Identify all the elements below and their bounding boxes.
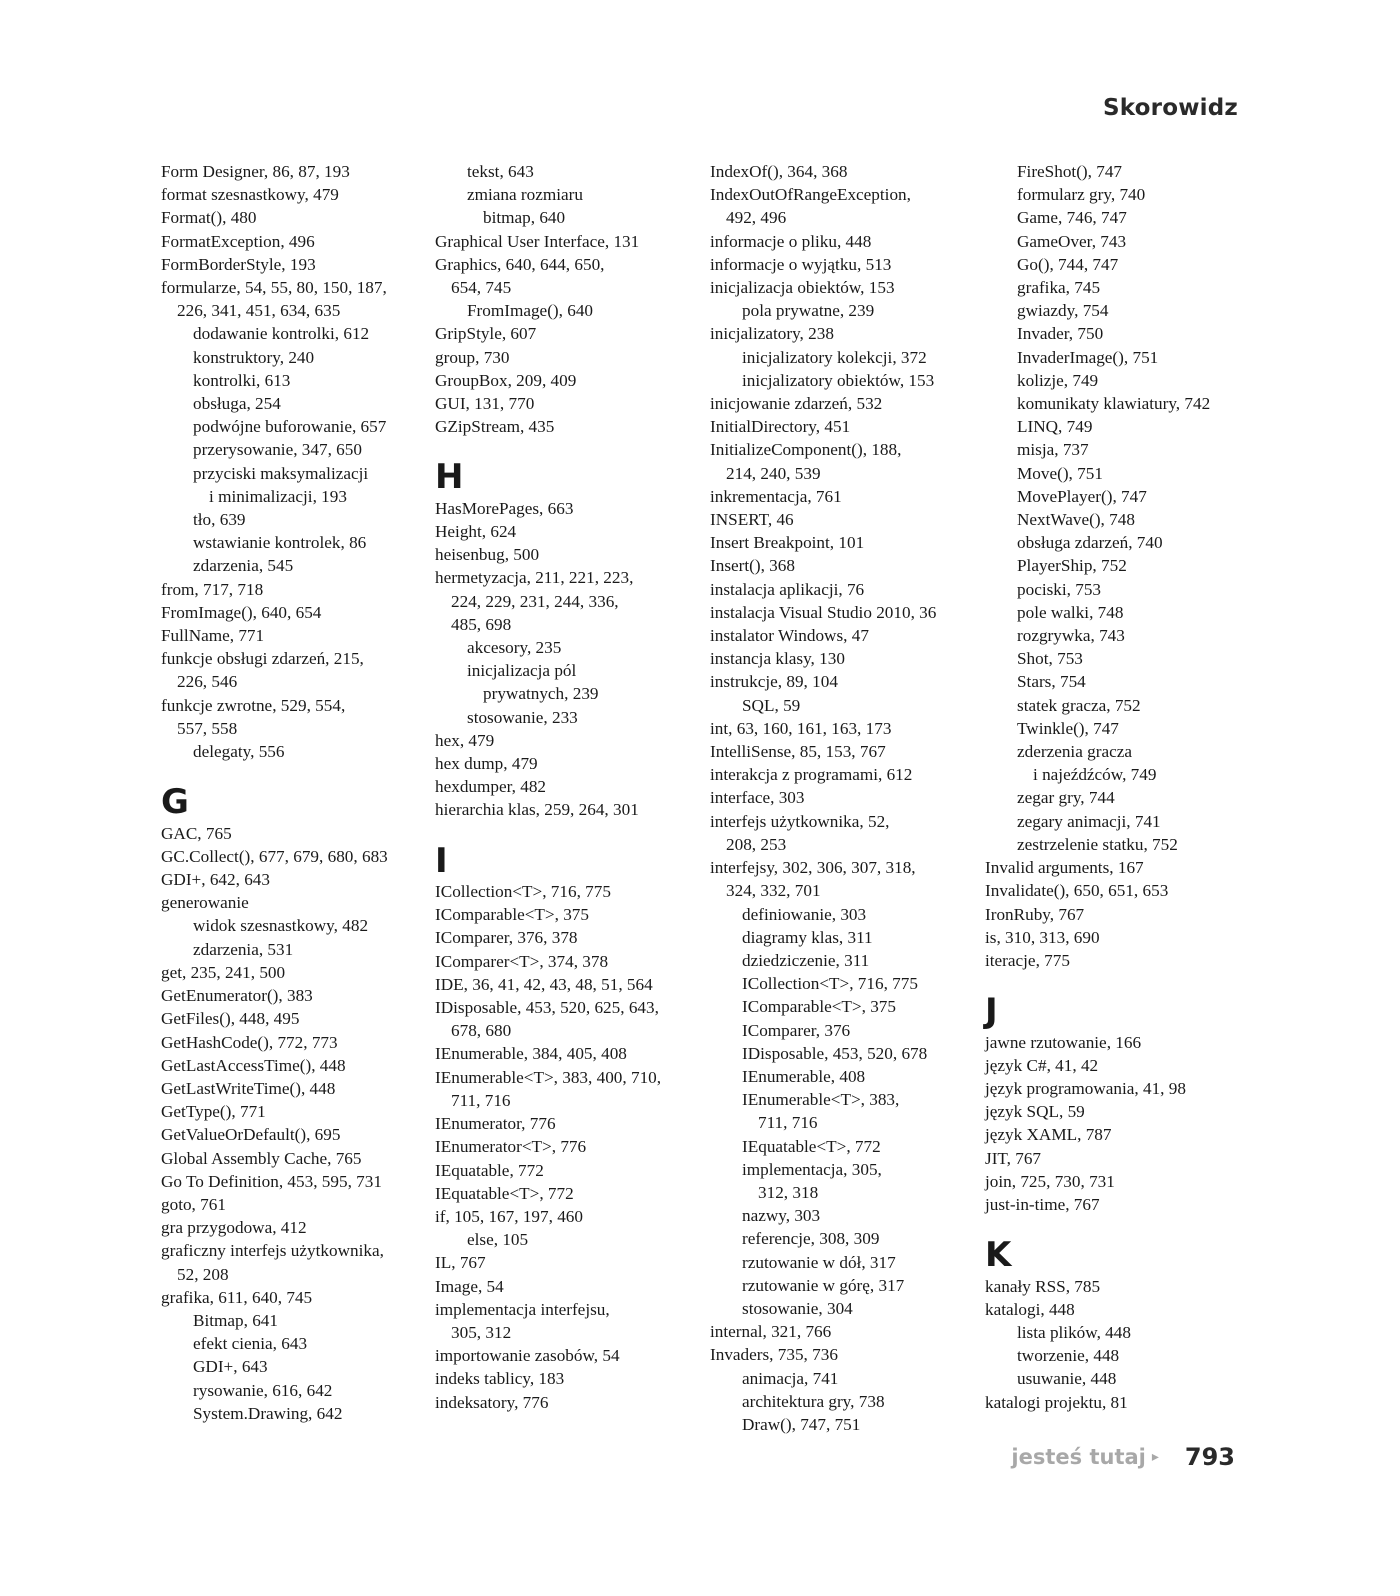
index-entry: GC.Collect(), 677, 679, 680, 683 — [161, 846, 388, 866]
index-entry: GetType(), 771 — [161, 1102, 266, 1122]
index-entry: 226, 341, 451, 634, 635 — [177, 301, 341, 321]
index-entry: GetEnumerator(), 383 — [161, 986, 313, 1006]
index-subentry: rysowanie, 616, 642 — [193, 1380, 333, 1400]
index-entry: Invalid arguments, 167 — [985, 858, 1144, 878]
index-subentry: implementacja, 305, — [742, 1159, 882, 1179]
index-entry: 226, 546 — [177, 672, 238, 692]
index-subentry: statek gracza, 752 — [1017, 695, 1141, 715]
index-subentry: zdarzenia, 545 — [193, 556, 294, 576]
index-entry: GripStyle, 607 — [435, 324, 537, 344]
index-entry: hierarchia klas, 259, 264, 301 — [435, 800, 639, 820]
index-subentry: wstawianie kontrolek, 86 — [193, 533, 367, 553]
index-column-3 — [710, 160, 990, 1436]
index-entry: hexdumper, 482 — [435, 777, 547, 797]
index-entry: goto, 761 — [161, 1194, 226, 1214]
index-entry: GetLastWriteTime(), 448 — [161, 1078, 336, 1098]
index-subentry: tworzenie, 448 — [1017, 1346, 1120, 1366]
index-entry: interface, 303 — [710, 788, 805, 808]
index-subentry: pole walki, 748 — [1017, 602, 1124, 622]
index-entry: IEquatable, 772 — [435, 1160, 544, 1180]
index-entry: indeks tablicy, 183 — [435, 1369, 565, 1389]
index-letter-heading: G — [161, 782, 189, 823]
index-entry: join, 725, 730, 731 — [985, 1171, 1115, 1191]
index-subentry: Draw(), 747, 751 — [742, 1414, 861, 1434]
index-entry: GZipStream, 435 — [435, 417, 555, 437]
index-subentry: i najeźdźców, 749 — [1033, 765, 1157, 785]
index-entry: IDisposable, 453, 520, 625, 643, — [435, 998, 659, 1018]
index-subentry: Move(), 751 — [1017, 463, 1103, 483]
index-entry: IEnumerable<T>, 383, 400, 710, — [435, 1067, 662, 1087]
index-entry: IndexOf(), 364, 368 — [710, 162, 848, 181]
index-subentry: widok szesnastkowy, 482 — [193, 916, 369, 936]
index-entry: interakcja z programami, 612 — [710, 765, 913, 785]
index-subentry: IComparer, 376 — [742, 1020, 851, 1040]
index-entry: instalator Windows, 47 — [710, 626, 869, 646]
index-subentry: stosowanie, 304 — [742, 1298, 853, 1318]
index-subentry: inicjalizacja pól — [467, 661, 577, 681]
index-entry: GAC, 765 — [161, 823, 232, 843]
index-subentry: inicjalizatory kolekcji, 372 — [742, 347, 927, 367]
index-entry: Insert Breakpoint, 101 — [710, 533, 865, 553]
index-column-4 — [985, 160, 1265, 1414]
index-entry: 214, 240, 539 — [726, 463, 821, 483]
index-entry: GetValueOrDefault(), 695 — [161, 1125, 341, 1145]
index-subentry: System.Drawing, 642 — [193, 1403, 343, 1423]
index-subentry: Go(), 744, 747 — [1017, 254, 1119, 274]
index-entry: IComparable<T>, 375 — [435, 905, 589, 925]
index-entry: IComparer<T>, 374, 378 — [435, 951, 609, 971]
index-entry: Form Designer, 86, 87, 193 — [161, 162, 350, 181]
index-entry: Go To Definition, 453, 595, 731 — [161, 1171, 382, 1191]
index-subentry: zderzenia gracza — [1017, 742, 1132, 762]
index-entry: GUI, 131, 770 — [435, 394, 535, 414]
index-entry: FormBorderStyle, 193 — [161, 254, 316, 274]
index-entry: inicjowanie zdarzeń, 532 — [710, 394, 883, 414]
index-subentry: LINQ, 749 — [1017, 417, 1093, 437]
index-entry: Insert(), 368 — [710, 556, 795, 576]
index-subentry: prywatnych, 239 — [483, 684, 599, 704]
index-subentry: lista plików, 448 — [1017, 1322, 1131, 1342]
index-subentry: grafika, 745 — [1017, 278, 1101, 298]
index-entry: is, 310, 313, 690 — [985, 927, 1100, 947]
index-entry: GetFiles(), 448, 495 — [161, 1009, 300, 1029]
index-entry: GroupBox, 209, 409 — [435, 370, 577, 390]
index-subentry: Invader, 750 — [1017, 324, 1104, 344]
index-subentry: Shot, 753 — [1017, 649, 1083, 669]
index-subentry: nazwy, 303 — [742, 1206, 821, 1226]
index-entry: 678, 680 — [451, 1021, 512, 1041]
section-title: Skorowidz — [1103, 95, 1238, 121]
index-subentry: kolizje, 749 — [1017, 370, 1099, 390]
index-subentry: FromImage(), 640 — [467, 301, 594, 321]
index-subentry: GameOver, 743 — [1017, 231, 1127, 251]
index-entry: Invaders, 735, 736 — [710, 1345, 838, 1365]
index-entry: iteracje, 775 — [985, 950, 1070, 970]
index-entry: hex, 479 — [435, 730, 495, 750]
index-entry: formularze, 54, 55, 80, 150, 187, — [161, 278, 387, 298]
index-subentry: gwiazdy, 754 — [1017, 301, 1109, 321]
index-column-2 — [435, 160, 715, 1414]
index-subentry: zdarzenia, 531 — [193, 939, 294, 959]
index-entry: Graphics, 640, 644, 650, — [435, 254, 605, 274]
index-entry: internal, 321, 766 — [710, 1322, 832, 1342]
index-entry: GetHashCode(), 772, 773 — [161, 1032, 338, 1052]
index-subentry: akcesory, 235 — [467, 638, 562, 658]
index-subentry: dziedziczenie, 311 — [742, 950, 870, 970]
index-letter-heading: H — [435, 457, 464, 498]
index-entry: informacje o wyjątku, 513 — [710, 254, 892, 274]
index-entry: FormatException, 496 — [161, 231, 315, 251]
index-letter-heading: K — [985, 1235, 1012, 1276]
index-entry: 305, 312 — [451, 1322, 512, 1342]
index-letter-heading: J — [985, 991, 998, 1032]
index-entry: 52, 208 — [177, 1264, 229, 1284]
index-subentry: podwójne buforowanie, 657 — [193, 417, 387, 437]
index-entry: język SQL, 59 — [985, 1102, 1085, 1122]
index-subentry: else, 105 — [467, 1230, 529, 1250]
index-subentry: zestrzelenie statku, 752 — [1017, 834, 1178, 854]
index-subentry: GDI+, 643 — [193, 1357, 268, 1377]
index-subentry: przerysowanie, 347, 650 — [193, 440, 362, 460]
index-entry: instalacja aplikacji, 76 — [710, 579, 865, 599]
index-entry: funkcje obsługi zdarzeń, 215, — [161, 649, 364, 669]
index-entry: importowanie zasobów, 54 — [435, 1346, 620, 1366]
index-entry: gra przygodowa, 412 — [161, 1218, 307, 1238]
index-entry: język XAML, 787 — [985, 1125, 1112, 1145]
index-entry: interfejsy, 302, 306, 307, 318, — [710, 858, 916, 878]
index-entry: IEnumerable, 384, 405, 408 — [435, 1044, 627, 1064]
index-letter-heading: I — [435, 840, 448, 881]
index-entry: just-in-time, 767 — [985, 1194, 1100, 1214]
index-entry: ICollection<T>, 716, 775 — [435, 882, 611, 902]
index-subentry: IComparable<T>, 375 — [742, 997, 896, 1017]
index-entry: Graphical User Interface, 131 — [435, 231, 640, 251]
index-entry: IComparer, 376, 378 — [435, 928, 578, 948]
index-entry: inicjalizatory, 238 — [710, 324, 834, 344]
index-entry: grafika, 611, 640, 745 — [161, 1287, 313, 1307]
index-entry: InitialDirectory, 451 — [710, 417, 851, 437]
index-entry: inkrementacja, 761 — [710, 486, 842, 506]
index-entry: Image, 54 — [435, 1276, 504, 1296]
index-subentry: Twinkle(), 747 — [1017, 718, 1119, 738]
index-entry: IronRuby, 767 — [985, 904, 1085, 924]
page-number: 793 — [1184, 1443, 1235, 1471]
index-entry: inicjalizacja obiektów, 153 — [710, 278, 895, 298]
page-footer — [1011, 1443, 1235, 1471]
index-entry: 654, 745 — [451, 278, 512, 298]
index-subentry: IEnumerable<T>, 383, — [742, 1090, 900, 1110]
index-subentry: zegar gry, 744 — [1017, 788, 1115, 808]
index-entry: jawne rzutowanie, 166 — [985, 1032, 1142, 1052]
index-entry: instancja klasy, 130 — [710, 649, 845, 669]
index-entry: int, 63, 160, 161, 163, 173 — [710, 718, 892, 738]
index-subentry: rzutowanie w górę, 317 — [742, 1275, 905, 1295]
index-column-1 — [161, 160, 441, 1425]
index-subentry: ICollection<T>, 716, 775 — [742, 974, 918, 994]
index-subentry: IDisposable, 453, 520, 678 — [742, 1043, 928, 1063]
index-subentry: efekt cienia, 643 — [193, 1334, 308, 1354]
index-entry: group, 730 — [435, 347, 510, 367]
index-entry: indeksatory, 776 — [435, 1392, 549, 1412]
index-subentry: formularz gry, 740 — [1017, 185, 1146, 205]
index-entry: język programowania, 41, 98 — [985, 1078, 1186, 1098]
index-subentry: dodawanie kontrolki, 612 — [193, 324, 370, 344]
index-entry: IntelliSense, 85, 153, 767 — [710, 742, 886, 762]
index-entry: 485, 698 — [451, 614, 512, 634]
index-subentry: usuwanie, 448 — [1017, 1369, 1117, 1389]
index-subentry: komunikaty klawiatury, 742 — [1017, 394, 1211, 414]
index-subentry: pociski, 753 — [1017, 579, 1102, 599]
index-entry: instalacja Visual Studio 2010, 36 — [710, 602, 937, 622]
index-entry: IEnumerator, 776 — [435, 1114, 556, 1134]
index-entry: Height, 624 — [435, 522, 517, 542]
index-entry: heisenbug, 500 — [435, 545, 540, 565]
index-entry: IndexOutOfRangeException, — [710, 185, 911, 205]
index-subentry: architektura gry, 738 — [742, 1391, 885, 1411]
index-entry: JIT, 767 — [985, 1148, 1042, 1168]
index-entry: HasMorePages, 663 — [435, 498, 574, 518]
index-entry: hermetyzacja, 211, 221, 223, — [435, 568, 634, 588]
index-entry: interfejs użytkownika, 52, — [710, 811, 890, 831]
index-subentry: obsługa zdarzeń, 740 — [1017, 533, 1163, 553]
index-subentry: InvaderImage(), 751 — [1017, 347, 1159, 367]
index-entry: if, 105, 167, 197, 460 — [435, 1206, 583, 1226]
index-subentry: kontrolki, 613 — [193, 370, 291, 390]
index-subentry: definiowanie, 303 — [742, 904, 867, 924]
index-subentry: NextWave(), 748 — [1017, 510, 1135, 530]
index-entry: funkcje zwrotne, 529, 554, — [161, 695, 346, 715]
index-entry: Invalidate(), 650, 651, 653 — [985, 881, 1169, 901]
index-subentry: referencje, 308, 309 — [742, 1229, 880, 1249]
index-entry: 492, 496 — [726, 208, 787, 228]
index-entry: InitializeComponent(), 188, — [710, 440, 902, 460]
index-entry: IEquatable<T>, 772 — [435, 1183, 574, 1203]
index-entry: kanały RSS, 785 — [985, 1276, 1101, 1296]
index-subentry: IEquatable<T>, 772 — [742, 1136, 881, 1156]
index-entry: informacje o pliku, 448 — [710, 231, 872, 251]
index-entry: Format(), 480 — [161, 208, 257, 228]
index-subentry: delegaty, 556 — [193, 742, 285, 762]
index-subentry: PlayerShip, 752 — [1017, 556, 1127, 576]
arrow-right-icon: ▸ — [1151, 1449, 1159, 1465]
index-entry: FromImage(), 640, 654 — [161, 602, 322, 622]
index-entry: 711, 716 — [451, 1090, 511, 1110]
index-entry: katalogi, 448 — [985, 1299, 1075, 1319]
index-entry: FullName, 771 — [161, 626, 265, 646]
index-entry: INSERT, 46 — [710, 510, 794, 530]
index-entry: implementacja interfejsu, — [435, 1299, 610, 1319]
index-subentry: misja, 737 — [1017, 440, 1089, 460]
index-entry: format szesnastkowy, 479 — [161, 185, 339, 205]
index-subentry: Game, 746, 747 — [1017, 208, 1127, 228]
index-subentry: Bitmap, 641 — [193, 1310, 278, 1330]
index-subentry: SQL, 59 — [742, 695, 801, 715]
index-entry: 224, 229, 231, 244, 336, — [451, 591, 619, 611]
index-entry: Global Assembly Cache, 765 — [161, 1148, 362, 1168]
index-entry: IEnumerator<T>, 776 — [435, 1137, 587, 1157]
you-are-here-label: jesteś tutaj — [1011, 1445, 1146, 1469]
index-subentry: tło, 639 — [193, 510, 246, 530]
index-subentry: stosowanie, 233 — [467, 707, 578, 727]
index-entry: 208, 253 — [726, 834, 787, 854]
index-subentry: FireShot(), 747 — [1017, 162, 1123, 181]
index-entry: GetLastAccessTime(), 448 — [161, 1055, 346, 1075]
index-entry: hex dump, 479 — [435, 754, 538, 774]
index-entry: 557, 558 — [177, 718, 238, 738]
index-entry: GDI+, 642, 643 — [161, 870, 270, 890]
index-subentry: rozgrywka, 743 — [1017, 626, 1125, 646]
index-subentry: diagramy klas, 311 — [742, 927, 873, 947]
index-subentry: inicjalizatory obiektów, 153 — [742, 370, 935, 390]
index-subentry: bitmap, 640 — [483, 208, 566, 228]
index-subentry: pola prywatne, 239 — [742, 301, 875, 321]
index-entry: katalogi projektu, 81 — [985, 1392, 1128, 1412]
index-subentry: zmiana rozmiaru — [467, 185, 583, 205]
index-entry: instrukcje, 89, 104 — [710, 672, 838, 692]
index-subentry: przyciski maksymalizacji — [193, 463, 369, 483]
index-subentry: animacja, 741 — [742, 1368, 839, 1388]
index-subentry: 711, 716 — [758, 1113, 818, 1133]
index-subentry: tekst, 643 — [467, 162, 534, 181]
index-subentry: i minimalizacji, 193 — [209, 486, 347, 506]
index-entry: IL, 767 — [435, 1253, 486, 1273]
index-subentry: obsługa, 254 — [193, 394, 281, 414]
index-subentry: konstruktory, 240 — [193, 347, 315, 367]
index-entry: from, 717, 718 — [161, 579, 264, 599]
index-entry: 324, 332, 701 — [726, 881, 821, 901]
index-entry: generowanie — [161, 893, 249, 913]
index-subentry: rzutowanie w dół, 317 — [742, 1252, 896, 1272]
index-subentry: Stars, 754 — [1017, 672, 1086, 692]
index-subentry: IEnumerable, 408 — [742, 1066, 866, 1086]
index-entry: IDE, 36, 41, 42, 43, 48, 51, 564 — [435, 974, 653, 994]
index-entry: język C#, 41, 42 — [985, 1055, 1099, 1075]
index-subentry: 312, 318 — [758, 1182, 819, 1202]
index-subentry: MovePlayer(), 747 — [1017, 486, 1147, 506]
index-subentry: zegary animacji, 741 — [1017, 811, 1161, 831]
index-entry: get, 235, 241, 500 — [161, 962, 286, 982]
index-entry: graficzny interfejs użytkownika, — [161, 1241, 384, 1261]
